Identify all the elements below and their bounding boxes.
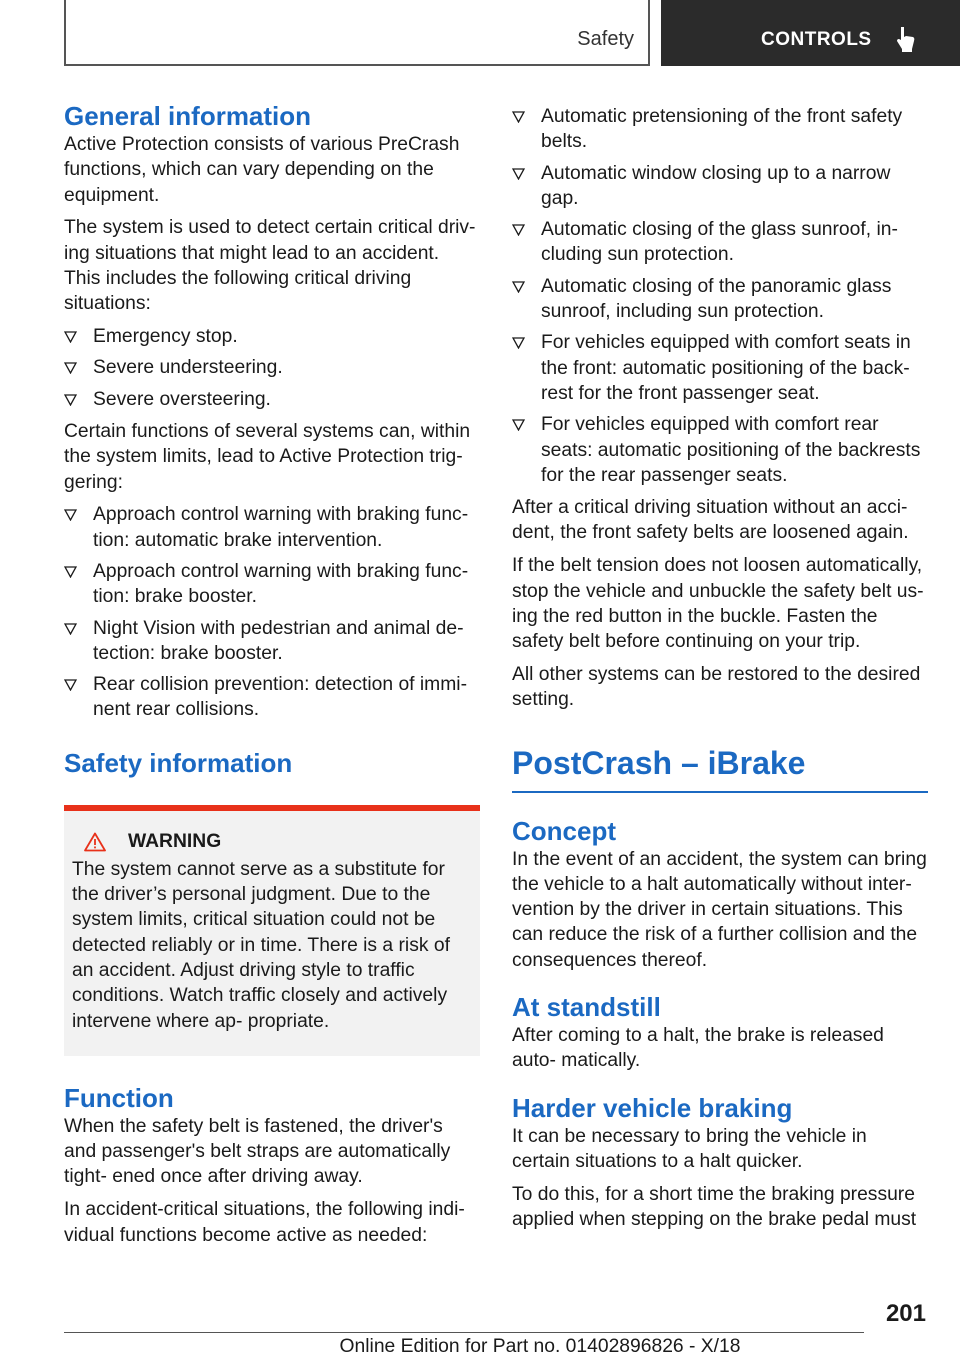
function-paragraph-2: In accident-critical situations, the following indi‐ vidual functions become active as needed:	[64, 1199, 465, 1246]
list-item	[512, 330, 928, 406]
list-item-text: Severe oversteering.	[93, 388, 271, 410]
harder-braking-paragraph-2: To do this, for a short time the braking pressure applied when stepping on the brake pedal must	[512, 1183, 917, 1230]
list-item-text: Automatic closing of the glass sunroof, in‐ cluding sun protection.	[541, 219, 898, 266]
list-item-text: Approach control warning with braking func‐ tion: brake booster.	[93, 560, 469, 608]
postcrash-divider	[512, 791, 928, 793]
list-item	[512, 274, 928, 325]
triangle-bullet-icon	[64, 566, 77, 578]
triangle-bullet-icon	[512, 281, 525, 293]
list-item-text: Rear collision prevention: detection of immi‐ nent rear collisions.	[93, 674, 468, 721]
warning-header	[72, 831, 472, 853]
warning-box	[64, 805, 480, 1056]
hand-pointer-icon	[893, 24, 921, 52]
triangle-bullet-icon	[64, 509, 77, 521]
triangle-bullet-icon	[64, 394, 77, 406]
triangle-bullet-icon	[512, 224, 525, 236]
footer-edition: Online Edition for Part no. 01402896826 - X/18	[339, 1336, 741, 1357]
list-item-text: Automatic window closing up to a narrow gap.	[541, 162, 891, 209]
list-item-text: Emergency stop.	[93, 326, 238, 348]
page-number: 201	[885, 1300, 926, 1327]
harder-braking-heading: Harder vehicle braking	[512, 1092, 793, 1123]
list-item-text: Automatic pretensioning of the front safety belts.	[541, 106, 903, 153]
list-item-text: Severe understeering.	[93, 357, 283, 379]
header-section-box	[64, 0, 650, 66]
left-column	[64, 100, 480, 1255]
right-column	[512, 104, 928, 1240]
general-paragraph-1: Active Protection consists of various PreCrash functions, which can vary depending on the equipment.	[64, 134, 460, 206]
list-item	[64, 616, 480, 667]
postcrash-heading: PostCrash – iBrake	[512, 744, 806, 781]
right-paragraph-1: After a critical driving situation without an acci‐ dent, the front safety belts are loosened again.	[512, 497, 909, 544]
list-item	[64, 324, 480, 349]
right-paragraph-3: All other systems can be restored to the desired setting.	[512, 663, 921, 711]
list-item	[512, 412, 928, 488]
standstill-text: After coming to a halt, the brake is released auto‐ matically.	[512, 1025, 884, 1072]
list-item-text: For vehicles equipped with comfort rear seats: automatic positioning of the backrests for the rear passenger seats.	[541, 414, 921, 486]
list-item-text: For vehicles equipped with comfort seats in the front: automatic positioning of the back‐ rest for the front passenger seat.	[541, 332, 911, 404]
list-item	[512, 161, 928, 212]
triangle-bullet-icon	[512, 111, 525, 123]
header-chapter-tab	[661, 0, 960, 66]
list-item	[64, 387, 480, 412]
list-item	[512, 217, 928, 268]
concept-heading: Concept	[512, 815, 616, 846]
triangle-bullet-icon	[512, 168, 525, 180]
general-paragraph-3: Certain functions of several systems can, within the system limits, lead to Active Protection trig‐ gering:	[64, 420, 471, 493]
list-item-text: Automatic closing of the panoramic glass sunroof, including sun protection.	[541, 275, 892, 323]
warning-label: WARNING	[128, 830, 222, 852]
harder-braking-paragraph-1: It can be necessary to bring the vehicle in certain situations to a halt quicker.	[512, 1125, 867, 1172]
list-item-text: Approach control warning with braking func‐ tion: automatic brake intervention.	[93, 504, 469, 551]
right-paragraph-2: If the belt tension does not loosen automatically, stop the vehicle and unbuckle the safety belt us‐ ing the red button in the buckle. Fasten the safety belt before continuing on your trip.	[512, 555, 924, 653]
list-item	[64, 355, 480, 380]
footer-divider	[64, 1332, 864, 1333]
header-chapter-label: CONTROLS	[761, 29, 872, 50]
list-item	[64, 502, 480, 553]
function-heading: Function	[64, 1082, 174, 1113]
triangle-bullet-icon	[64, 331, 77, 343]
standstill-heading: At standstill	[512, 992, 661, 1023]
critical-situations-list	[64, 324, 480, 412]
triangle-bullet-icon	[512, 419, 525, 431]
header-section-title: Safety	[577, 28, 634, 50]
triangle-bullet-icon	[64, 623, 77, 635]
individual-functions-list	[512, 104, 928, 488]
safety-information-heading: Safety information	[64, 747, 293, 778]
function-paragraph-1: When the safety belt is fastened, the driver's and passenger's belt straps are automatically tight‐ ened once after driving away.	[64, 1115, 451, 1188]
list-item-text: Night Vision with pedestrian and animal de‐ tection: brake booster.	[93, 617, 464, 664]
trigger-functions-list	[64, 502, 480, 722]
list-item	[64, 672, 480, 723]
list-item	[64, 559, 480, 610]
triangle-bullet-icon	[64, 362, 77, 374]
general-information-heading: General information	[64, 101, 312, 131]
triangle-bullet-icon	[64, 679, 77, 691]
triangle-bullet-icon	[512, 337, 525, 349]
warning-triangle-icon	[84, 832, 106, 852]
concept-text: In the event of an accident, the system can bring the vehicle to a halt automatically without inter‐ vention by the driver in certain situations. This can reduce the risk of a further collision and the consequences thereof.	[512, 848, 927, 971]
warning-text: The system cannot serve as a substitute for the driver’s personal judgment. Due to the system limits, critical situation could not be detected reliably or in time. There is a risk of an accident. Adjust driving style to traffic conditions. Watch traffic closely and actively intervene where ap‐ propriate.	[72, 858, 450, 1032]
general-paragraph-2: The system is used to detect certain critical driv‐ ing situations that might lead to an accident. This includes the following critical driving situations:	[64, 217, 476, 315]
list-item	[512, 104, 928, 155]
